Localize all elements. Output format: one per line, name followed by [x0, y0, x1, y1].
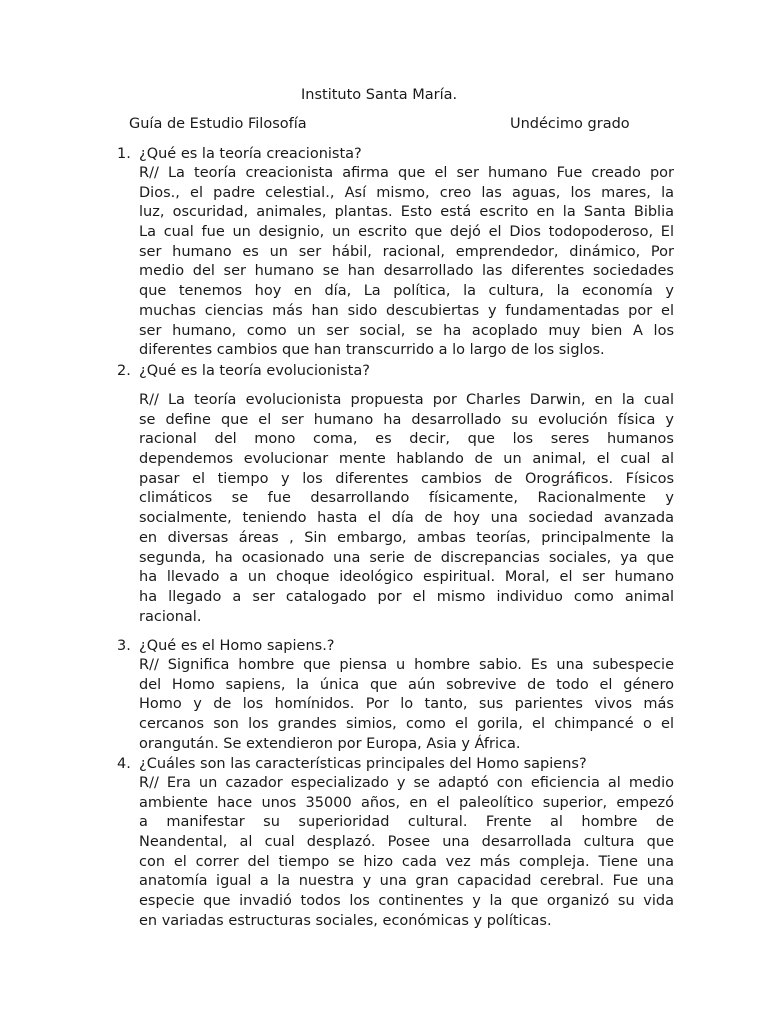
- answer-line: ser humano es un ser hábil, racional, emprendedor, dinámico, Por: [139, 243, 674, 260]
- document-title: Instituto Santa María.: [301, 87, 458, 103]
- answer-line: que tenemos hoy en día, La política, la cultura, la economía y: [139, 283, 674, 300]
- answer-line: ser humano, como un ser social, se ha acoplado muy bien A los: [139, 322, 674, 339]
- answer-paragraph: [139, 391, 674, 627]
- answer-line: ha llevado a un choque ideológico espiritual. Moral, el ser humano: [139, 569, 674, 586]
- answer-line: en variadas estructuras sociales, económicas y políticas.: [139, 912, 552, 929]
- answer-line: especie que invadió todos los continentes y la que organizó su vida: [139, 893, 674, 910]
- answer-line: a manifestar su superioridad cultural. Frente al hombre de: [139, 814, 674, 831]
- answer-paragraph: [139, 164, 674, 361]
- answer-line: pasar el tiempo y los diferentes cambios de Orográficos. Físicos: [139, 470, 674, 487]
- answer-line: climáticos se fue desarrollando físicamente, Racionalmente y: [139, 490, 674, 507]
- question-text: ¿Qué es la teoría evolucionista?: [139, 363, 370, 379]
- answer-line: segunda, ha ocasionado una serie de discrepancias sociales, ya que: [139, 549, 674, 566]
- answer-line: se define que el ser humano ha desarrollado su evolución física y: [139, 411, 674, 428]
- document-grade: Undécimo grado: [510, 116, 630, 132]
- answer-line: ambiente hace unos 35000 años, en el paleolítico superior, empezó: [139, 794, 674, 811]
- answer-line: R// Era un cazador especializado y se adaptó con eficiencia al medio: [139, 775, 674, 791]
- answer-line: anatomía igual a la nuestra y una gran capacidad cerebral. Fue una: [139, 873, 674, 890]
- answer-line: orangután. Se extendieron por Europa, Asia y África.: [139, 735, 521, 752]
- answer-line: luz, oscuridad, animales, plantas. Esto está escrito en la Santa Biblia: [139, 204, 674, 221]
- answer-line: La cual fue un designio, un escrito que dejó el Dios todopoderoso, El: [139, 224, 674, 241]
- answer-line: del Homo sapiens, la única que aún sobrevive de todo el género: [139, 676, 674, 693]
- answer-line: medio del ser humano se han desarrollado las diferentes sociedades: [139, 263, 674, 280]
- answer-paragraph: [139, 656, 674, 754]
- question-text: ¿Cuáles son las características principales del Homo sapiens?: [139, 756, 587, 772]
- answer-line: socialmente, teniendo hasta el día de hoy una sociedad avanzada: [139, 510, 674, 527]
- question-number: 4.: [117, 756, 131, 772]
- answer-paragraph: [139, 774, 674, 932]
- answer-line: dependemos evolucionar mente hablando de un animal, el cual al: [139, 451, 674, 468]
- answer-line: muchas ciencias más han sido descubiertas y fundamentadas por el: [139, 302, 674, 319]
- question-number: 2.: [117, 363, 131, 379]
- answer-line: diferentes cambios que han transcurrido a lo largo de los siglos.: [139, 342, 605, 359]
- question-text: ¿Qué es la teoría creacionista?: [139, 146, 362, 162]
- answer-line: racional del mono coma, es decir, que los seres humanos: [139, 431, 674, 448]
- answer-line: racional.: [139, 608, 202, 625]
- document-subject: Guía de Estudio Filosofía: [129, 116, 307, 132]
- answer-line: cercanos son los grandes simios, como el gorila, el chimpancé o el: [139, 716, 674, 733]
- answer-line: con el correr del tiempo se hizo cada vez más compleja. Tiene una: [139, 853, 674, 870]
- answer-line: R// La teoría creacionista afirma que el ser humano Fue creado por: [139, 165, 674, 181]
- answer-line: Dios., el padre celestial., Así mismo, creo las aguas, los mares, la: [139, 184, 674, 201]
- answer-line: ha llegado a ser catalogado por el mismo individuo como animal: [139, 588, 674, 605]
- answer-line: R// Significa hombre que piensa u hombre sabio. Es una subespecie: [139, 657, 674, 673]
- answer-line: en diversas áreas , Sin embargo, ambas teorías, principalmente la: [139, 529, 674, 546]
- question-text: ¿Qué es el Homo sapiens.?: [139, 638, 335, 654]
- answer-line: Neandental, al cual desplazó. Posee una desarrollada cultura que: [139, 834, 674, 851]
- question-number: 3.: [117, 638, 131, 654]
- answer-line: Homo y de los homínidos. Por lo tanto, sus parientes vivos más: [139, 696, 674, 713]
- answer-line: R// La teoría evolucionista propuesta por Charles Darwin, en la cual: [139, 392, 674, 408]
- question-number: 1.: [117, 146, 131, 162]
